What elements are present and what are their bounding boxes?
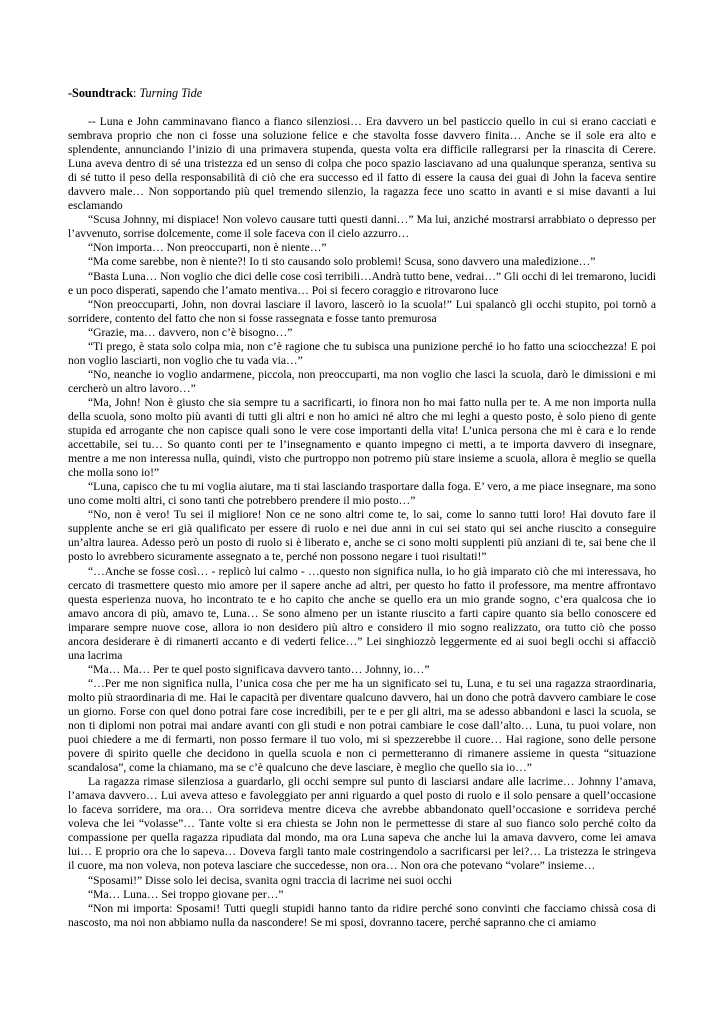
paragraph: “Basta Luna… Non voglio che dici delle cose così terribili…Andrà tutto bene, vedrai…” Gli occhi di lei tremarono, lucidi e un poco disperati, sapendo che l’amato mentiva… Poi si fecero coraggio e ritrovarono luce (68, 269, 656, 297)
paragraph: -- Luna e John camminavano fianco a fianco silenziosi… Era davvero un bel pasticcio quello in cui si erano cacciati e sembrava proprio che non ci fosse una soluzione felice e che stavolta fosse davvero finita… Anche se il sole era alto e splendente, annunciando l’inizio di una primavera stupenda, questa volta era difficile rallegrarsi per la rinascita di Cerere. Luna aveva dentro di sé una tristezza ed un senso di colpa che poco spazio lasciavano ad una qualunque speranza, sentiva su di sé tutto il peso della responsabilità di ciò che era successo ed il fatto di essere la causa dei guai di John la faceva sentire davvero male… Non sopportando più quel tremendo silenzio, la ragazza fece uno scatto in avanti e si mise davanti a lui esclamando (68, 115, 656, 213)
paragraph: “Non importa… Non preoccuparti, non è niente…” (88, 241, 327, 255)
paragraph: “Ti prego, è stata solo colpa mia, non c’è ragione che tu subisca una punizione perché io ho fatto una sciocchezza! E poi non voglio lasciarti, non voglio che tu vada via…” (68, 339, 656, 367)
paragraph: “Ma, John! Non è giusto che sia sempre tu a sacrificarti, io finora non ho mai fatto nulla per te. A me non importa nulla della scuola, sono molto più avanti di tutti gli altri e non ho amici né altro che mi leghi a questo posto, è solo pieno di gente stupida ed arrogante che non capisce quali sono le vere cose importanti della vita! L’unica persona che mi è cara e lo rende accettabile, sei tu… So quanto conti per te l’insegnamento e quanto impegno ci metti, a te importa davvero di insegnare, mentre a me non interessa nulla, quindi, visto che purtroppo non potremo più stare insieme a scuola, allora è meglio se quella che molla sono io!” (68, 395, 656, 480)
paragraph: “Sposami!” Disse solo lei decisa, svanita ogni traccia di lacrime nei suoi occhi (88, 873, 453, 887)
paragraph: “Non mi importa: Sposami! Tutti quegli stupidi hanno tanto da ridire perché sono convinti che facciamo chissà cosa di nascosto, ma noi non abbiamo nulla da nascondere! Se mi sposi, dovranno tacere, perché sapranno che ci amiamo (68, 901, 656, 929)
paragraph: “No, non è vero! Tu sei il migliore! Non ce ne sono altri come te, lo sai, come lo sanno tutti loro! Hai dovuto fare il supplente anche se eri già qualificato per essere di ruolo e nei due anni in cui sei stato qui sei anche riuscito a conseguire un’altra laurea. Adesso però un posto di ruolo si è liberato e, anche se ci sono molti supplenti più anziani di te, sai bene che il posto lo avrebbero sicuramente assegnato a te, perché non possono negare i tuoi risultati!” (68, 508, 656, 564)
soundtrack-label: -Soundtrack (68, 86, 134, 100)
story-body (68, 115, 656, 930)
paragraph: “Ma… Luna… Sei troppo giovane per…” (88, 887, 284, 901)
soundtrack-title: Turning Tide (139, 86, 203, 100)
paragraph: “Grazie, ma… davvero, non c’è bisogno…” (88, 325, 293, 339)
paragraph: La ragazza rimase silenziosa a guardarlo, gli occhi sempre sul punto di lasciarsi andare alle lacrime… Johnny l’amava, l’amava davvero… Lui aveva atteso e favoleggiato per anni riguardo a quel posto di ruolo e il solo pensare a quell’occasione lo faceva sorridere, ma ora… Ora sorrideva mentre diceva che avrebbe abbandonato quell’occasione e sorrideva perché voleva che lei “volasse”… Tante volte si era chiesta se John non le permettesse di stare al suo fianco solo perché colto da compassione per quella ragazza ripudiata dal mondo, ma ora Luna sapeva che anche lui la amava davvero, come lei amava lui… E proprio ora che lo sapeva… Doveva fargli tanto male costringendolo a sacrificarsi per lei?… La tristezza le stringeva il cuore, ma non voleva, non poteva lasciare che succedesse, non ora… Non ora che potevano “volare” insieme… (68, 775, 656, 873)
paragraph: “Non preoccuparti, John, non dovrai lasciare il lavoro, lascerò io la scuola!” Lui spalancò gli occhi stupito, poi tornò a sorridere, contento del fatto che non si fosse rassegnata e fosse tanto premurosa (68, 297, 656, 325)
paragraph: “…Anche se fosse così… - replicò lui calmo - …questo non significa nulla, io ho già imparato ciò che mi interessava, ho cercato di trasmettere questo mio amore per il sapere anche ad altri, per questo ho fatto il professore, ma mentre affrontavo questa esperienza nuova, ho incontrato te e ho capito che anche se quello era un mio grande sogno, c’era qualcosa che io amavo ancora di più, amavo te, Luna… Se sono almeno per un istante riuscito a farti capire quanto sia bello conoscere ed imparare sempre nuove cose, allora io non desidero più altro e considero il mio sogno realizzato, ora tutto ciò che posso ancora desiderare è di rimanerti accanto e di vederti felice…” Lei singhiozzò leggermente ed ai suoi begli occhi si affacciò una lacrima (68, 564, 656, 662)
paragraph: “Scusa Johnny, mi dispiace! Non volevo causare tutti questi danni…” Ma lui, anziché mostrarsi arrabbiato o depresso per l’avvenuto, sorrise dolcemente, come il sole faceva con il cielo azzurro… (68, 213, 656, 241)
paragraph: “Luna, capisco che tu mi voglia aiutare, ma ti stai lasciando trasportare dalla foga. E’ vero, a me piace insegnare, ma sono uno come molti altri, ci sono tanti che potrebbero prendere il mio posto…” (68, 480, 656, 508)
paragraph: “Ma… Ma… Per te quel posto significava davvero tanto… Johnny, io…” (88, 662, 430, 676)
soundtrack-separator: : (133, 86, 140, 100)
paragraph: “…Per me non significa nulla, l’unica cosa che per me ha un significato sei tu, Luna, e tu sei una ragazza straordinaria, molto più straordinaria di me. Hai le capacità per diventare qualcuno davvero, hai un dono che potrà davvero cambiare le cose un giorno. Forse con quel dono potrai fare cose incredibili, per te e per gli altri, ma se adesso abbandoni e lasci la scuola, se non ti diplomi non potrai mai andare avanti con gli studi e non potrai cambiare le cose dall’alto… Luna, tu puoi volare, non puoi chiedere a me di fermarti, non posso fermare il tuo volo, mi si spezzerebbe il cuore… Hai ragione, sono delle persone povere di spirito quelle che decidono in quella scuola e non ci permetteranno di rimanere assieme in questa “situazione scandalosa”, come la chiamano, ma se c’è qualcuno che deve lasciare, è meglio che quello sia io…” (68, 676, 656, 775)
paragraph: “Ma come sarebbe, non è niente?! Io ti sto causando solo problemi! Scusa, sono davvero una maledizione…” (88, 255, 596, 269)
soundtrack-heading (68, 86, 656, 101)
paragraph: “No, neanche io voglio andarmene, piccola, non preoccuparti, ma non voglio che lasci la scuola, darò le dimissioni e mi cercherò un altro lavoro…” (68, 367, 656, 395)
